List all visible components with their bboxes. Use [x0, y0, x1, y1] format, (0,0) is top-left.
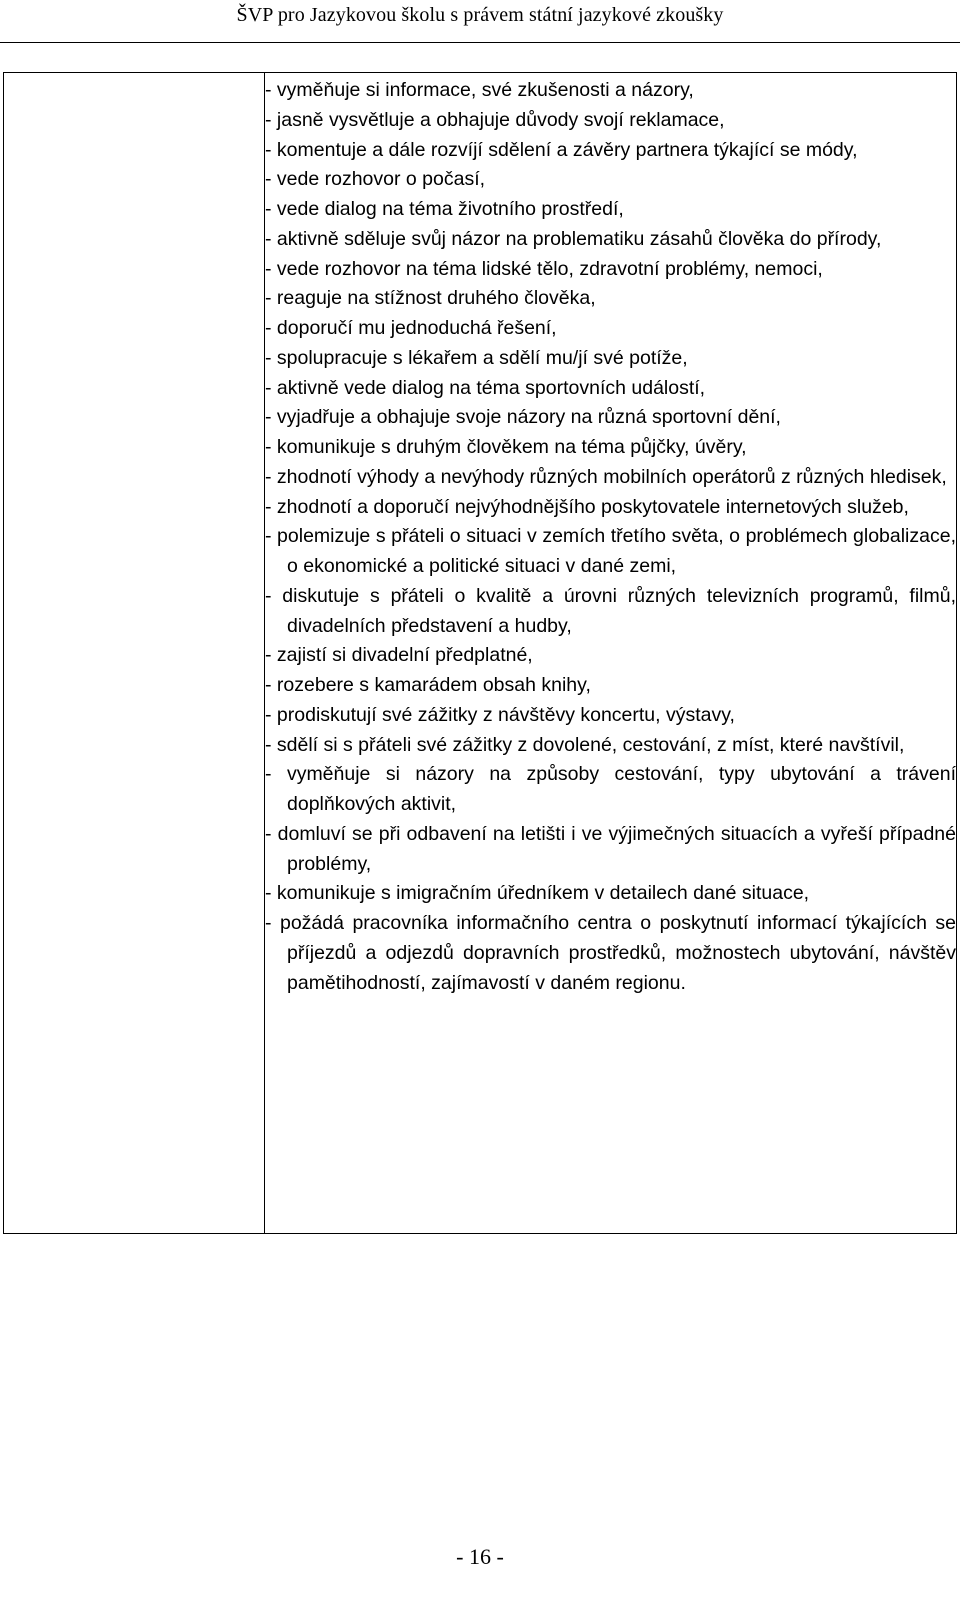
list-item: - zhodnotí a doporučí nejvýhodnějšího poskytovatele internetových služeb,	[265, 495, 909, 518]
table-right-cell	[265, 73, 957, 1234]
list-item: - vyjadřuje a obhajuje svoje názory na různá sportovní dění,	[265, 406, 781, 429]
table-left-cell	[4, 73, 265, 1234]
page-header: ŠVP pro Jazykovou školu s právem státní jazykové zkoušky	[236, 4, 724, 26]
list-item: - jasně vysvětluje a obhajuje důvody svojí reklamace,	[265, 108, 725, 131]
list-item: - domluví se při odbavení na letišti i ve výjimečných situacích a vyřeší případné problémy,	[265, 822, 956, 875]
list-item: - vyměňuje si informace, své zkušenosti a názory,	[265, 79, 694, 101]
list-item: - doporučí mu jednoduchá řešení,	[265, 317, 557, 339]
list-item: - reaguje na stížnost druhého člověka,	[265, 287, 596, 310]
content-table	[3, 72, 957, 1234]
list-item: - požádá pracovníka informačního centra o poskytnutí informací týkajících se příjezdů a odjezdů dopravních prostředků, možnostech ubytování, návštěv pamětihodností, zajímavostí v daném regionu.	[265, 912, 956, 994]
list-item: - diskutuje s přáteli o kvalitě a úrovni různých televizních programů, filmů, divadelních představení a hudby,	[265, 584, 956, 637]
list-item: - vede dialog na téma životního prostředí,	[265, 198, 624, 220]
list-item: - sdělí si s přáteli své zážitky z dovolené, cestování, z míst, které navštívil,	[265, 733, 905, 756]
list-item: - vede rozhovor na téma lidské tělo, zdravotní problémy, nemoci,	[265, 257, 823, 280]
list-item: - prodiskutují své zážitky z návštěvy koncertu, výstavy,	[265, 703, 735, 726]
list-item: - komunikuje s druhým člověkem na téma půjčky, úvěry,	[265, 436, 747, 458]
list-item: - komentuje a dále rozvíjí sdělení a závěry partnera týkající se módy,	[265, 138, 858, 161]
list-item: - polemizuje s přáteli o situaci v zemích třetího světa, o problémech globalizace, o ekonomické a politické situaci v dané zemi,	[265, 525, 956, 577]
list-item: - vede rozhovor o počasí,	[265, 168, 486, 191]
list-item: - aktivně sděluje svůj názor na problematiku zásahů člověka do přírody,	[265, 227, 882, 250]
competency-list	[265, 73, 956, 1005]
table-row	[4, 73, 957, 1234]
list-item: - aktivně vede dialog na téma sportovních událostí,	[265, 376, 706, 399]
list-item: - vyměňuje si názory na způsoby cestování, typy ubytování a trávení doplňkových aktivit,	[265, 763, 956, 815]
list-item: - rozebere s kamarádem obsah knihy,	[265, 674, 591, 696]
list-item: - spolupracuje s lékařem a sdělí mu/jí své potíže,	[265, 346, 688, 369]
header-rule	[0, 42, 960, 43]
page-number: - 16 -	[456, 1544, 504, 1569]
list-item: - zhodnotí výhody a nevýhody různých mobilních operátorů z různých hledisek,	[265, 465, 947, 488]
list-item: - zajistí si divadelní předplatné,	[265, 644, 533, 667]
list-item: - komunikuje s imigračním úředníkem v detailech dané situace,	[265, 882, 810, 905]
